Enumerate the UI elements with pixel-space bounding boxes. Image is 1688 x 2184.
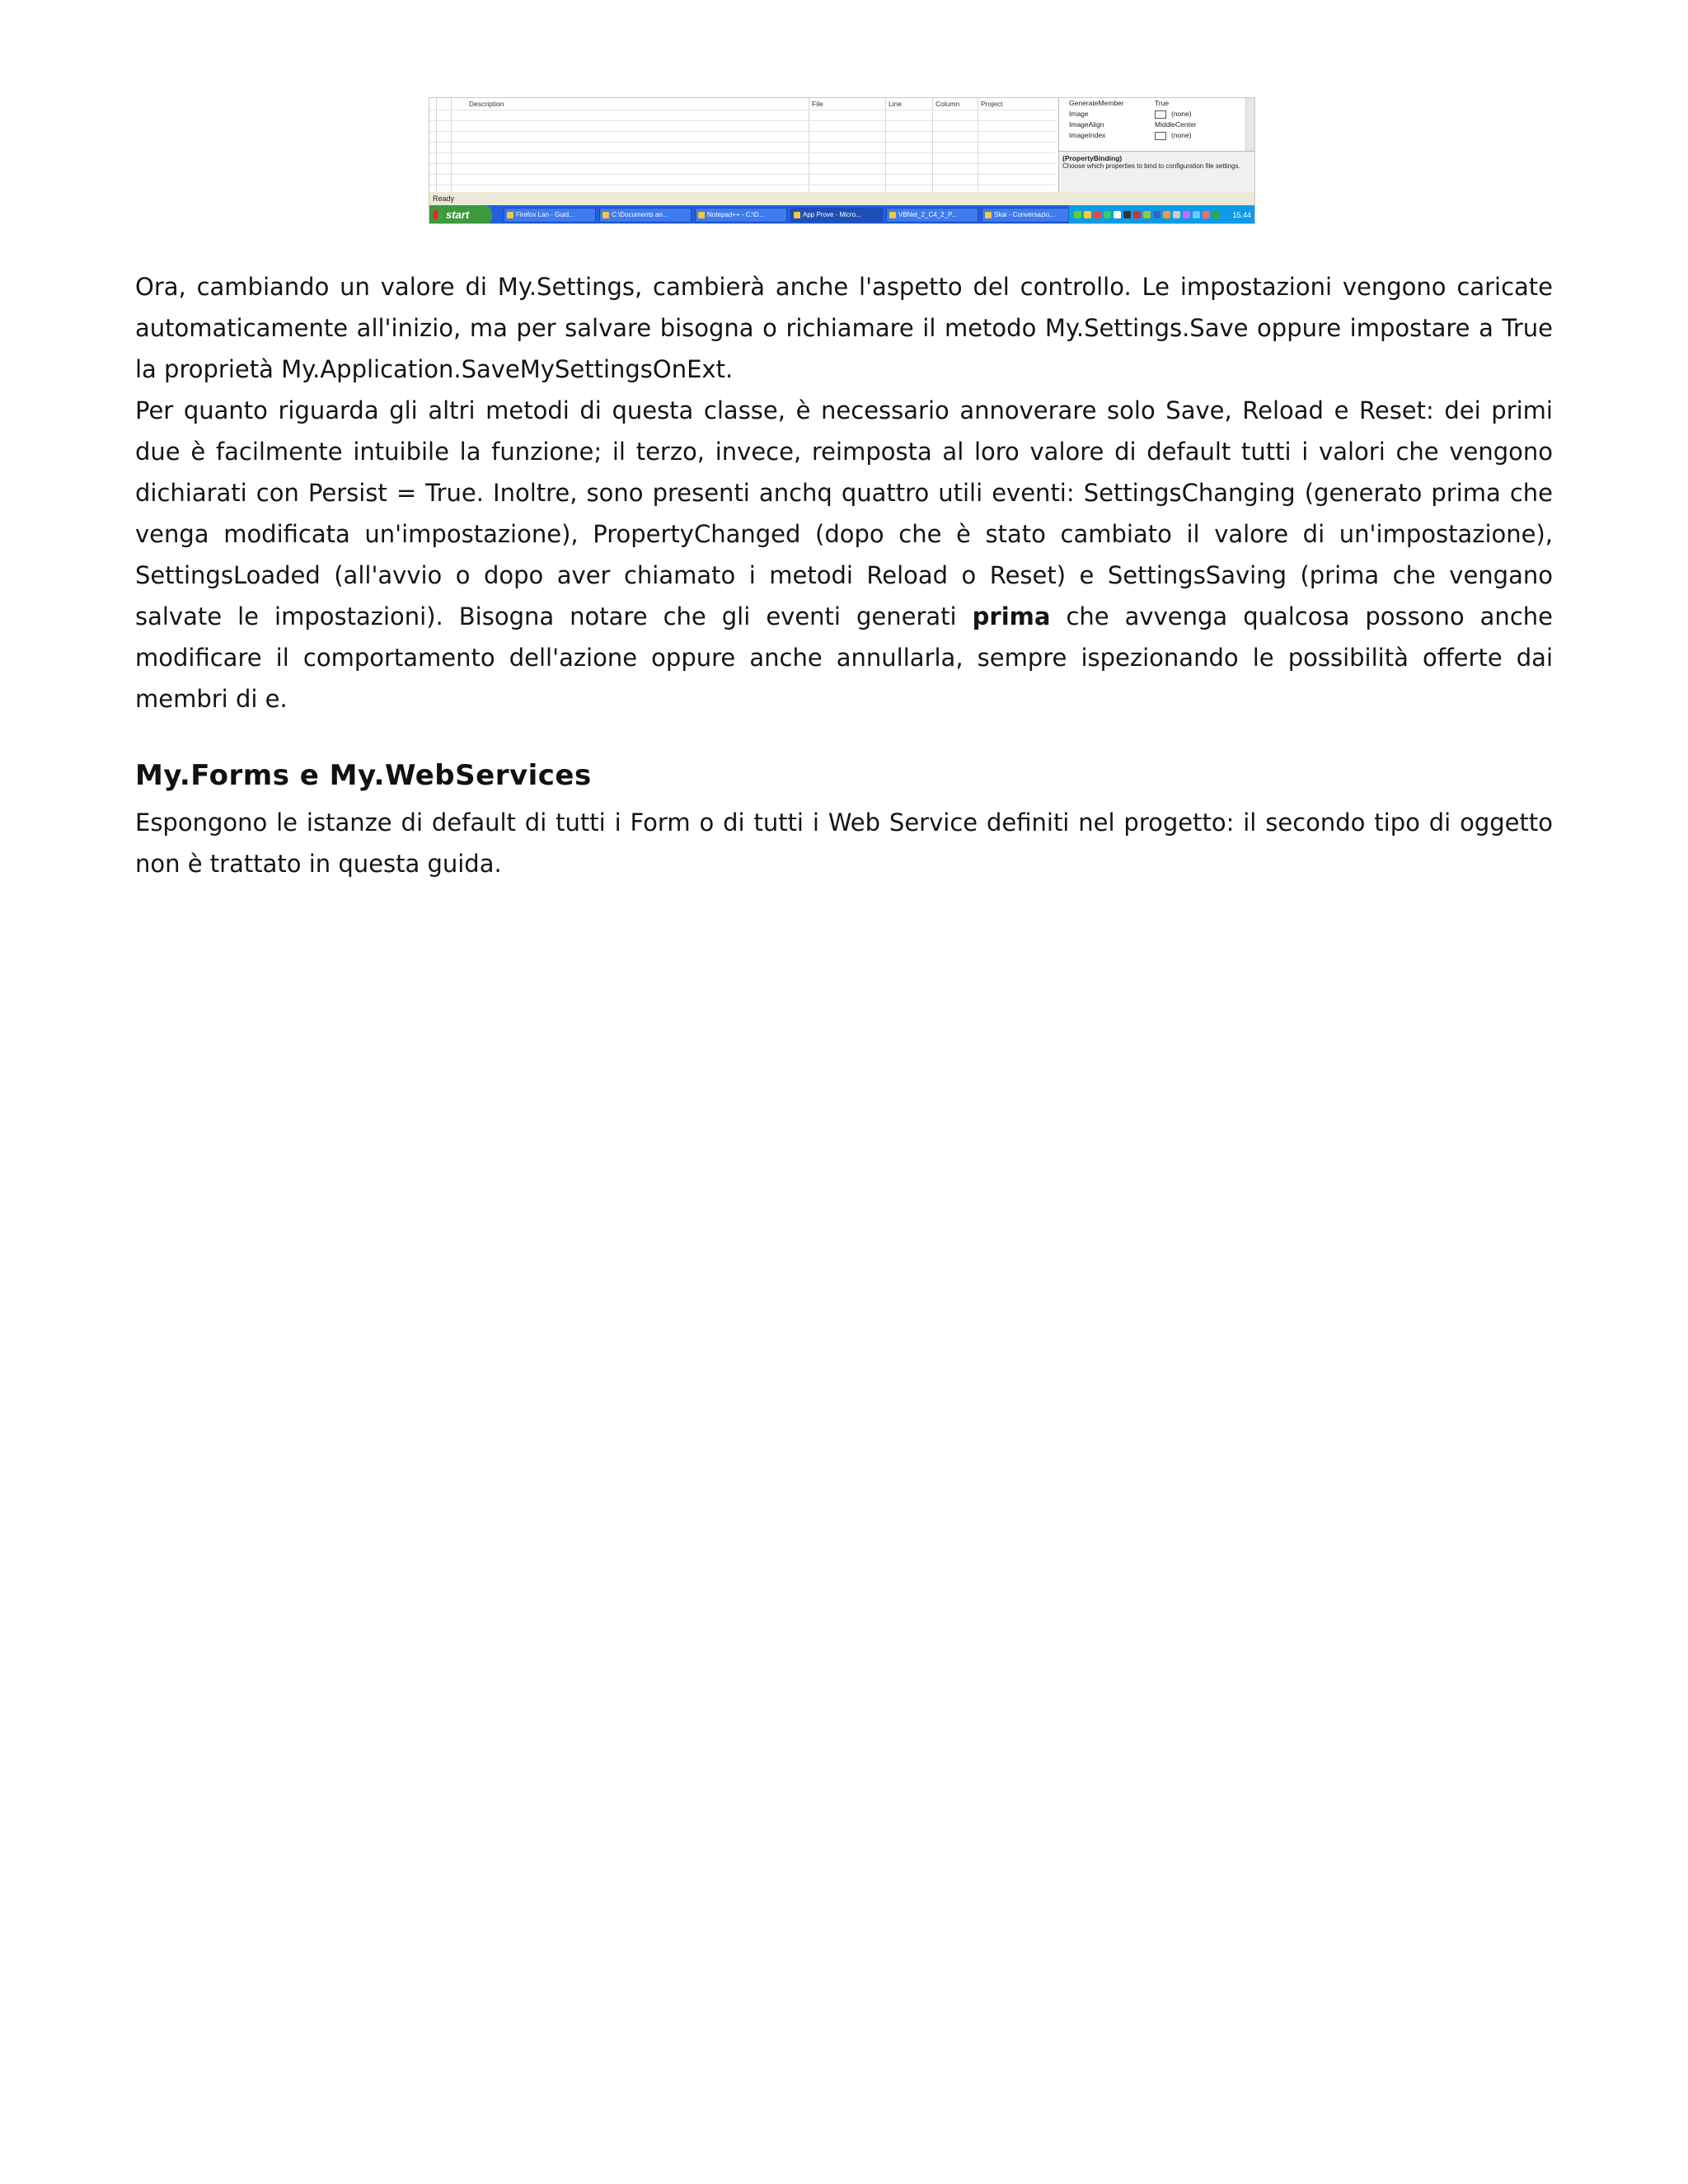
column-header-description[interactable]: Description <box>469 100 504 108</box>
property-value: MiddleCenter <box>1155 120 1197 129</box>
property-name: ImageAlign <box>1069 120 1104 129</box>
error-list-panel <box>429 98 1056 192</box>
start-button[interactable] <box>429 205 492 224</box>
property-name: GenerateMember <box>1069 99 1124 107</box>
paragraph-text: che avvenga qualcosa possono anche modificare il comportamento dell'azione oppure anche annullarla, sempre ispezionando le possibilità offerte dai membri di e. <box>135 602 1553 713</box>
property-row[interactable] <box>1069 98 1170 109</box>
status-bar <box>429 192 1255 205</box>
tray-icon[interactable] <box>1193 211 1200 218</box>
tray-icon[interactable] <box>1123 211 1131 218</box>
tray-icon[interactable] <box>1173 211 1180 218</box>
property-row[interactable] <box>1069 120 1197 130</box>
tray-icon[interactable] <box>1153 211 1160 218</box>
property-row[interactable] <box>1069 109 1192 120</box>
tray-icon[interactable] <box>1084 211 1091 218</box>
taskbar-button[interactable]: C:\Documents an... <box>599 208 692 223</box>
taskbar-button[interactable]: VBNet_2_C4_2_P... <box>886 208 978 223</box>
tray-icon[interactable] <box>1143 211 1151 218</box>
column-header-project[interactable]: Project <box>981 100 1003 108</box>
property-name: Image <box>1069 110 1089 118</box>
image-swatch-icon <box>1155 132 1166 140</box>
taskbar-button[interactable]: Notepad++ - C:\D... <box>695 208 787 223</box>
property-value: True <box>1155 99 1170 107</box>
column-header-line[interactable]: Line <box>889 100 903 108</box>
status-text: Ready <box>433 194 455 203</box>
tray-icon[interactable] <box>1212 211 1220 218</box>
taskbar-button[interactable]: Skai - Conversazio... <box>982 208 1074 223</box>
column-header-column[interactable]: Column <box>935 100 960 108</box>
tray-icon[interactable] <box>1183 211 1190 218</box>
taskbar-button-active[interactable]: App Prove - Micro... <box>790 208 883 223</box>
taskbar <box>429 205 1255 224</box>
tray-icon[interactable] <box>1114 211 1121 218</box>
tray-icon[interactable] <box>1133 211 1141 218</box>
taskbar-button[interactable]: Firefox Lan - Guid... <box>504 208 596 223</box>
property-description <box>1059 151 1255 192</box>
paragraph-settings-methods <box>135 390 1553 719</box>
property-value: (none) <box>1171 110 1192 118</box>
paragraph-forms-webservices: Espongono le istanze di default di tutti i Form o di tutti i Web Service definiti nel progetto: il secondo tipo di oggetto non è trattato in questa guida. <box>135 808 1553 878</box>
properties-scrollbar[interactable] <box>1245 98 1254 151</box>
paragraph-settings-save: Ora, cambiando un valore di My.Settings, cambierà anche l'aspetto del controllo. Le impostazioni vengono caricate automaticamente all'inizio, ma per salvare bisogna o richiamare il metodo My.Settings.Save oppure impostare a True la proprietà My.Application.SaveMySettingsOnExt. <box>135 273 1553 383</box>
property-description-title: (PropertyBinding) <box>1062 154 1123 162</box>
image-swatch-icon <box>1155 110 1166 119</box>
tray-icon[interactable] <box>1163 211 1170 218</box>
start-label: start <box>446 209 470 221</box>
tray-icon[interactable] <box>1094 211 1101 218</box>
properties-panel <box>1058 98 1255 192</box>
tray-icon[interactable] <box>1203 211 1210 218</box>
property-row[interactable] <box>1069 130 1192 141</box>
windows-flag-icon <box>434 210 443 219</box>
tray-icon[interactable] <box>1074 211 1081 218</box>
taskbar-clock: 15.44 <box>1232 211 1251 219</box>
property-name: ImageIndex <box>1069 131 1106 139</box>
property-value: (none) <box>1171 131 1192 139</box>
tray-icon[interactable] <box>1104 211 1111 218</box>
emphasis-prima: prima <box>972 602 1051 630</box>
system-tray <box>1068 205 1255 224</box>
section-heading: My.Forms e My.WebServices <box>135 759 592 792</box>
embedded-screenshot <box>429 97 1255 224</box>
property-description-text: Choose which properties to bind to configuration file settings. <box>1062 162 1240 170</box>
column-header-file[interactable]: File <box>812 100 823 108</box>
paragraph-text: Per quanto riguarda gli altri metodi di questa classe, è necessario annoverare solo Save, Reload e Reset: dei primi due è facilmente intuibile la funzione; il terzo, invece, reimposta al loro valore di default tutti i valori che vengono dichiarati con Persist = True. Inoltre, sono presenti anchq quattro utili eventi: SettingsChanging (generato prima che venga modificata un'impostazione), PropertyChanged (dopo che è stato cambiato il valore di un'impostazione), SettingsLoaded (all'avvio o dopo aver chiamato i metodi Reload o Reset) e SettingsSaving (prima che vengano salvate le impostazioni). Bisogna notare che gli eventi generati <box>135 396 1553 630</box>
